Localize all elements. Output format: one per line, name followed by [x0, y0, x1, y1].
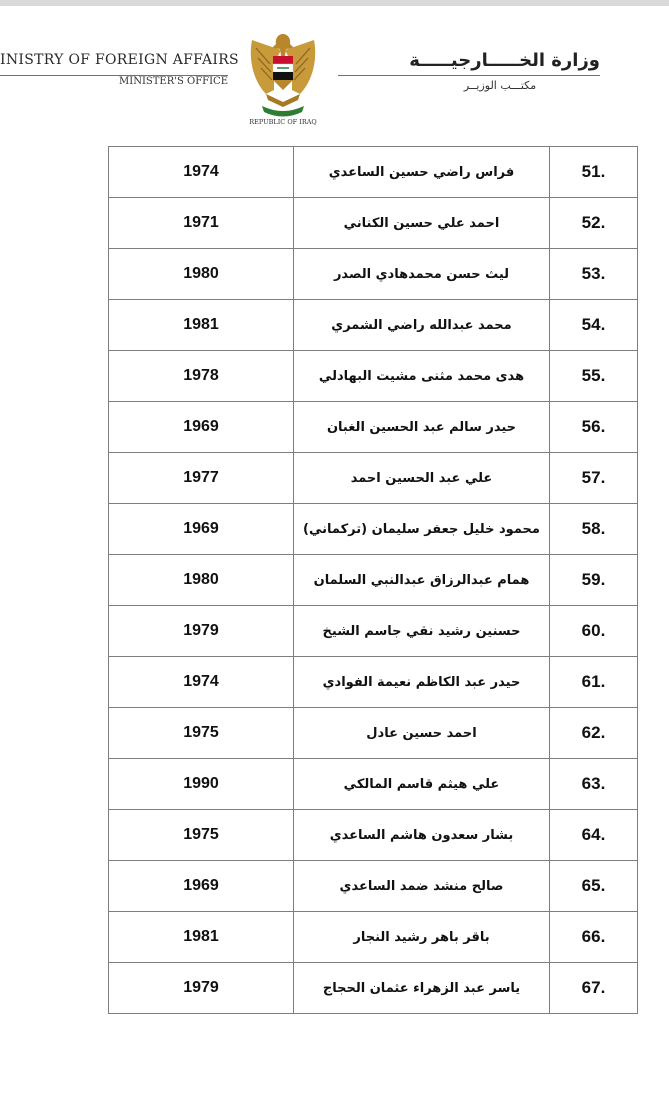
row-number-cell: 58. — [550, 504, 638, 555]
row-number-cell: 55. — [550, 351, 638, 402]
row-number-cell: 52. — [550, 198, 638, 249]
top-edge — [0, 0, 669, 6]
letterhead-english — [0, 52, 239, 87]
letterhead-rule-right — [338, 75, 600, 76]
emblem-caption: REPUBLIC OF IRAQ — [249, 118, 317, 126]
row-number-cell: 53. — [550, 249, 638, 300]
birth-year-cell: 1979 — [109, 606, 294, 657]
name-cell: علي عبد الحسين احمد — [294, 453, 550, 504]
table-row — [109, 912, 638, 963]
table-row — [109, 453, 638, 504]
name-cell: احمد علي حسين الكناني — [294, 198, 550, 249]
name-cell: حيدر عبد الكاظم نعيمة الفوادي — [294, 657, 550, 708]
table-row — [109, 861, 638, 912]
birth-year-cell: 1975 — [109, 708, 294, 759]
name-cell: فراس راضي حسين الساعدي — [294, 147, 550, 198]
birth-year-cell: 1969 — [109, 402, 294, 453]
row-number-cell: 61. — [550, 657, 638, 708]
birth-year-cell: 1969 — [109, 861, 294, 912]
table-row — [109, 606, 638, 657]
birth-year-cell: 1980 — [109, 555, 294, 606]
table-row — [109, 504, 638, 555]
birth-year-cell: 1981 — [109, 912, 294, 963]
birth-year-cell: 1974 — [109, 147, 294, 198]
row-number-cell: 65. — [550, 861, 638, 912]
office-name-ar: مكتـــب الوزيــر — [463, 79, 537, 92]
birth-year-cell: 1980 — [109, 249, 294, 300]
row-number-cell: 56. — [550, 402, 638, 453]
name-cell: حيدر سالم عبد الحسين الغبان — [294, 402, 550, 453]
ministry-name-ar: وزارة الخـــــارجيـــــة — [409, 50, 600, 71]
row-number-cell: 67. — [550, 963, 638, 1014]
name-cell: صالح منشد ضمد الساعدي — [294, 861, 550, 912]
ministry-name-en: INISTRY OF FOREIGN AFFAIRS — [0, 52, 239, 68]
birth-year-cell: 1971 — [109, 198, 294, 249]
birth-year-cell: 1981 — [109, 300, 294, 351]
birth-year-cell: 1978 — [109, 351, 294, 402]
name-cell: محمود خليل جعفر سليمان (تركماني) — [294, 504, 550, 555]
table-row — [109, 555, 638, 606]
birth-year-cell: 1969 — [109, 504, 294, 555]
table-row — [109, 657, 638, 708]
row-number-cell: 51. — [550, 147, 638, 198]
birth-year-cell: 1975 — [109, 810, 294, 861]
name-cell: علي هيثم قاسم المالكي — [294, 759, 550, 810]
table-row — [109, 249, 638, 300]
name-cell: احمد حسين عادل — [294, 708, 550, 759]
name-cell: هدى محمد مثنى مشيت البهادلي — [294, 351, 550, 402]
table-row — [109, 198, 638, 249]
birth-year-cell: 1977 — [109, 453, 294, 504]
letterhead-arabic — [338, 50, 600, 92]
names-table — [108, 146, 638, 1014]
birth-year-cell: 1979 — [109, 963, 294, 1014]
table-row — [109, 147, 638, 198]
name-cell: ياسر عبد الزهراء عثمان الحجاج — [294, 963, 550, 1014]
letterhead-rule-left — [0, 75, 228, 76]
table-row — [109, 759, 638, 810]
table-row — [109, 351, 638, 402]
name-cell: ليث حسن محمدهادي الصدر — [294, 249, 550, 300]
birth-year-cell: 1990 — [109, 759, 294, 810]
table-row — [109, 708, 638, 759]
name-cell: بشار سعدون هاشم الساعدي — [294, 810, 550, 861]
row-number-cell: 54. — [550, 300, 638, 351]
row-number-cell: 59. — [550, 555, 638, 606]
table-row — [109, 963, 638, 1014]
name-cell: باقر باهر رشيد النجار — [294, 912, 550, 963]
row-number-cell: 66. — [550, 912, 638, 963]
row-number-cell: 57. — [550, 453, 638, 504]
row-number-cell: 62. — [550, 708, 638, 759]
row-number-cell: 60. — [550, 606, 638, 657]
table-row — [109, 300, 638, 351]
row-number-cell: 63. — [550, 759, 638, 810]
birth-year-cell: 1974 — [109, 657, 294, 708]
name-cell: حسنين رشيد نقي جاسم الشيخ — [294, 606, 550, 657]
name-cell: همام عبدالرزاق عبدالنبي السلمان — [294, 555, 550, 606]
row-number-cell: 64. — [550, 810, 638, 861]
iraq-eagle-emblem-icon — [244, 30, 322, 130]
table-row — [109, 810, 638, 861]
name-cell: محمد عبدالله راضي الشمري — [294, 300, 550, 351]
table-row — [109, 402, 638, 453]
office-name-en: MINISTER'S OFFICE — [119, 76, 228, 87]
